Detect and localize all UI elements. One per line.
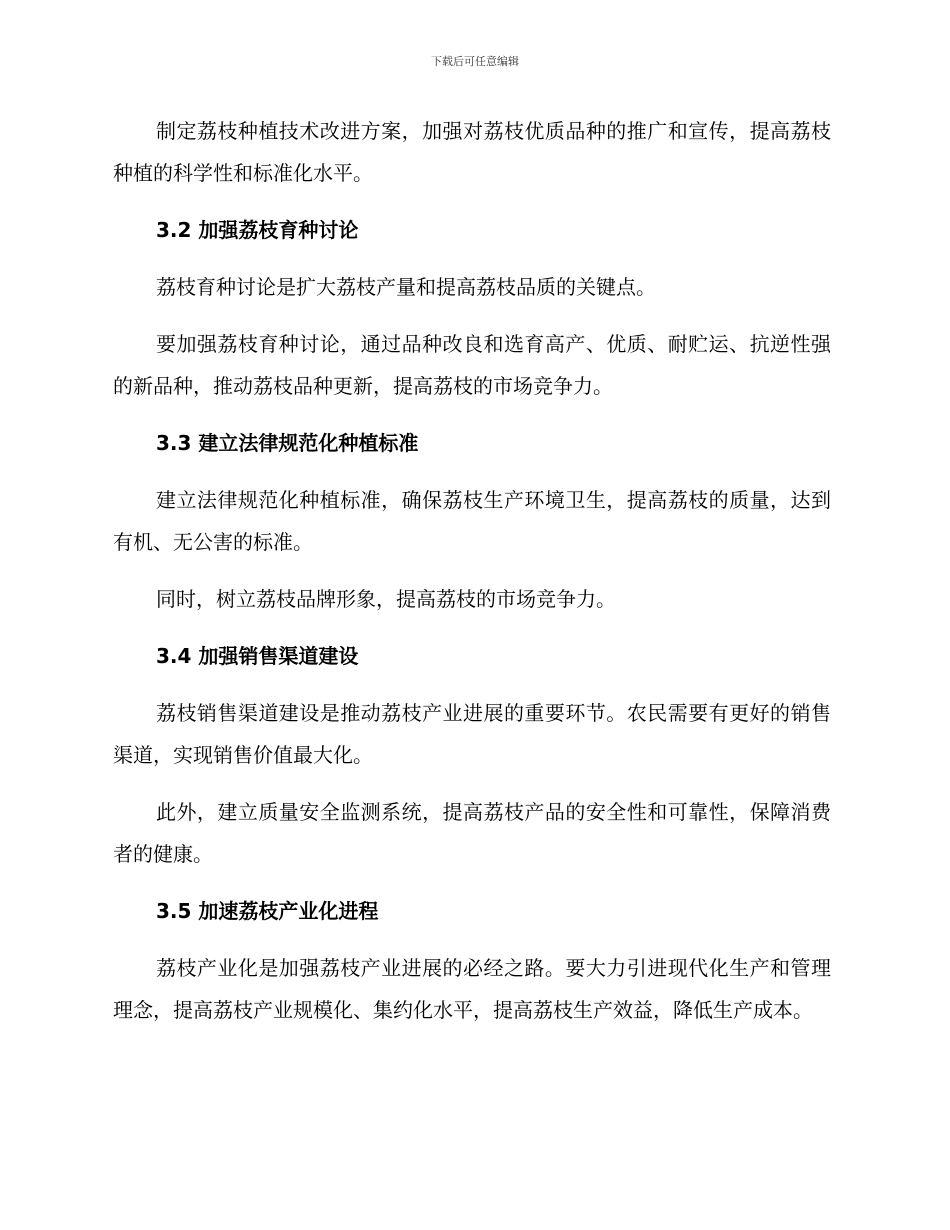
section-heading-3-2: 3.2 加强荔枝育种讨论: [156, 218, 359, 242]
paragraph: 荔枝销售渠道建设是推动荔枝产业进展的重要环节。农民需要有更好的销售渠道，实现销售价值最大化。: [113, 701, 831, 767]
paragraph: 此外，建立质量安全监测系统，提高荔枝产品的安全性和可靠性，保障消费者的健康。: [113, 800, 831, 866]
paragraph: 制定荔枝种植技术改进方案，加强对荔枝优质品种的推广和宣传，提高荔枝种植的科学性和标准化水平。: [113, 119, 831, 185]
paragraph: 同时，树立荔枝品牌形象，提高荔枝的市场竞争力。: [156, 587, 616, 611]
paragraph: 荔枝产业化是加强荔枝产业进展的必经之路。要大力引进现代化生产和管理理念，提高荔枝产业规模化、集约化水平，提高荔枝生产效益，降低生产成本。: [113, 956, 831, 1022]
section-heading-3-3: 3.3 建立法律规范化种植标准: [156, 431, 419, 455]
paragraph: 要加强荔枝育种讨论，通过品种改良和选育高产、优质、耐贮运、抗逆性强的新品种，推动荔枝品种更新，提高荔枝的市场竞争力。: [113, 332, 831, 398]
section-heading-3-4: 3.4 加强销售渠道建设: [156, 644, 359, 668]
paragraph: 建立法律规范化种植标准，确保荔枝生产环境卫生，提高荔枝的质量，达到有机、无公害的标准。: [113, 488, 831, 554]
section-heading-3-5: 3.5 加速荔枝产业化进程: [156, 899, 379, 923]
document-body: [113, 110, 831, 1031]
paragraph: 荔枝育种讨论是扩大荔枝产量和提高荔枝品质的关键点。: [156, 275, 656, 299]
page-header: 下载后可任意编辑: [431, 55, 519, 68]
